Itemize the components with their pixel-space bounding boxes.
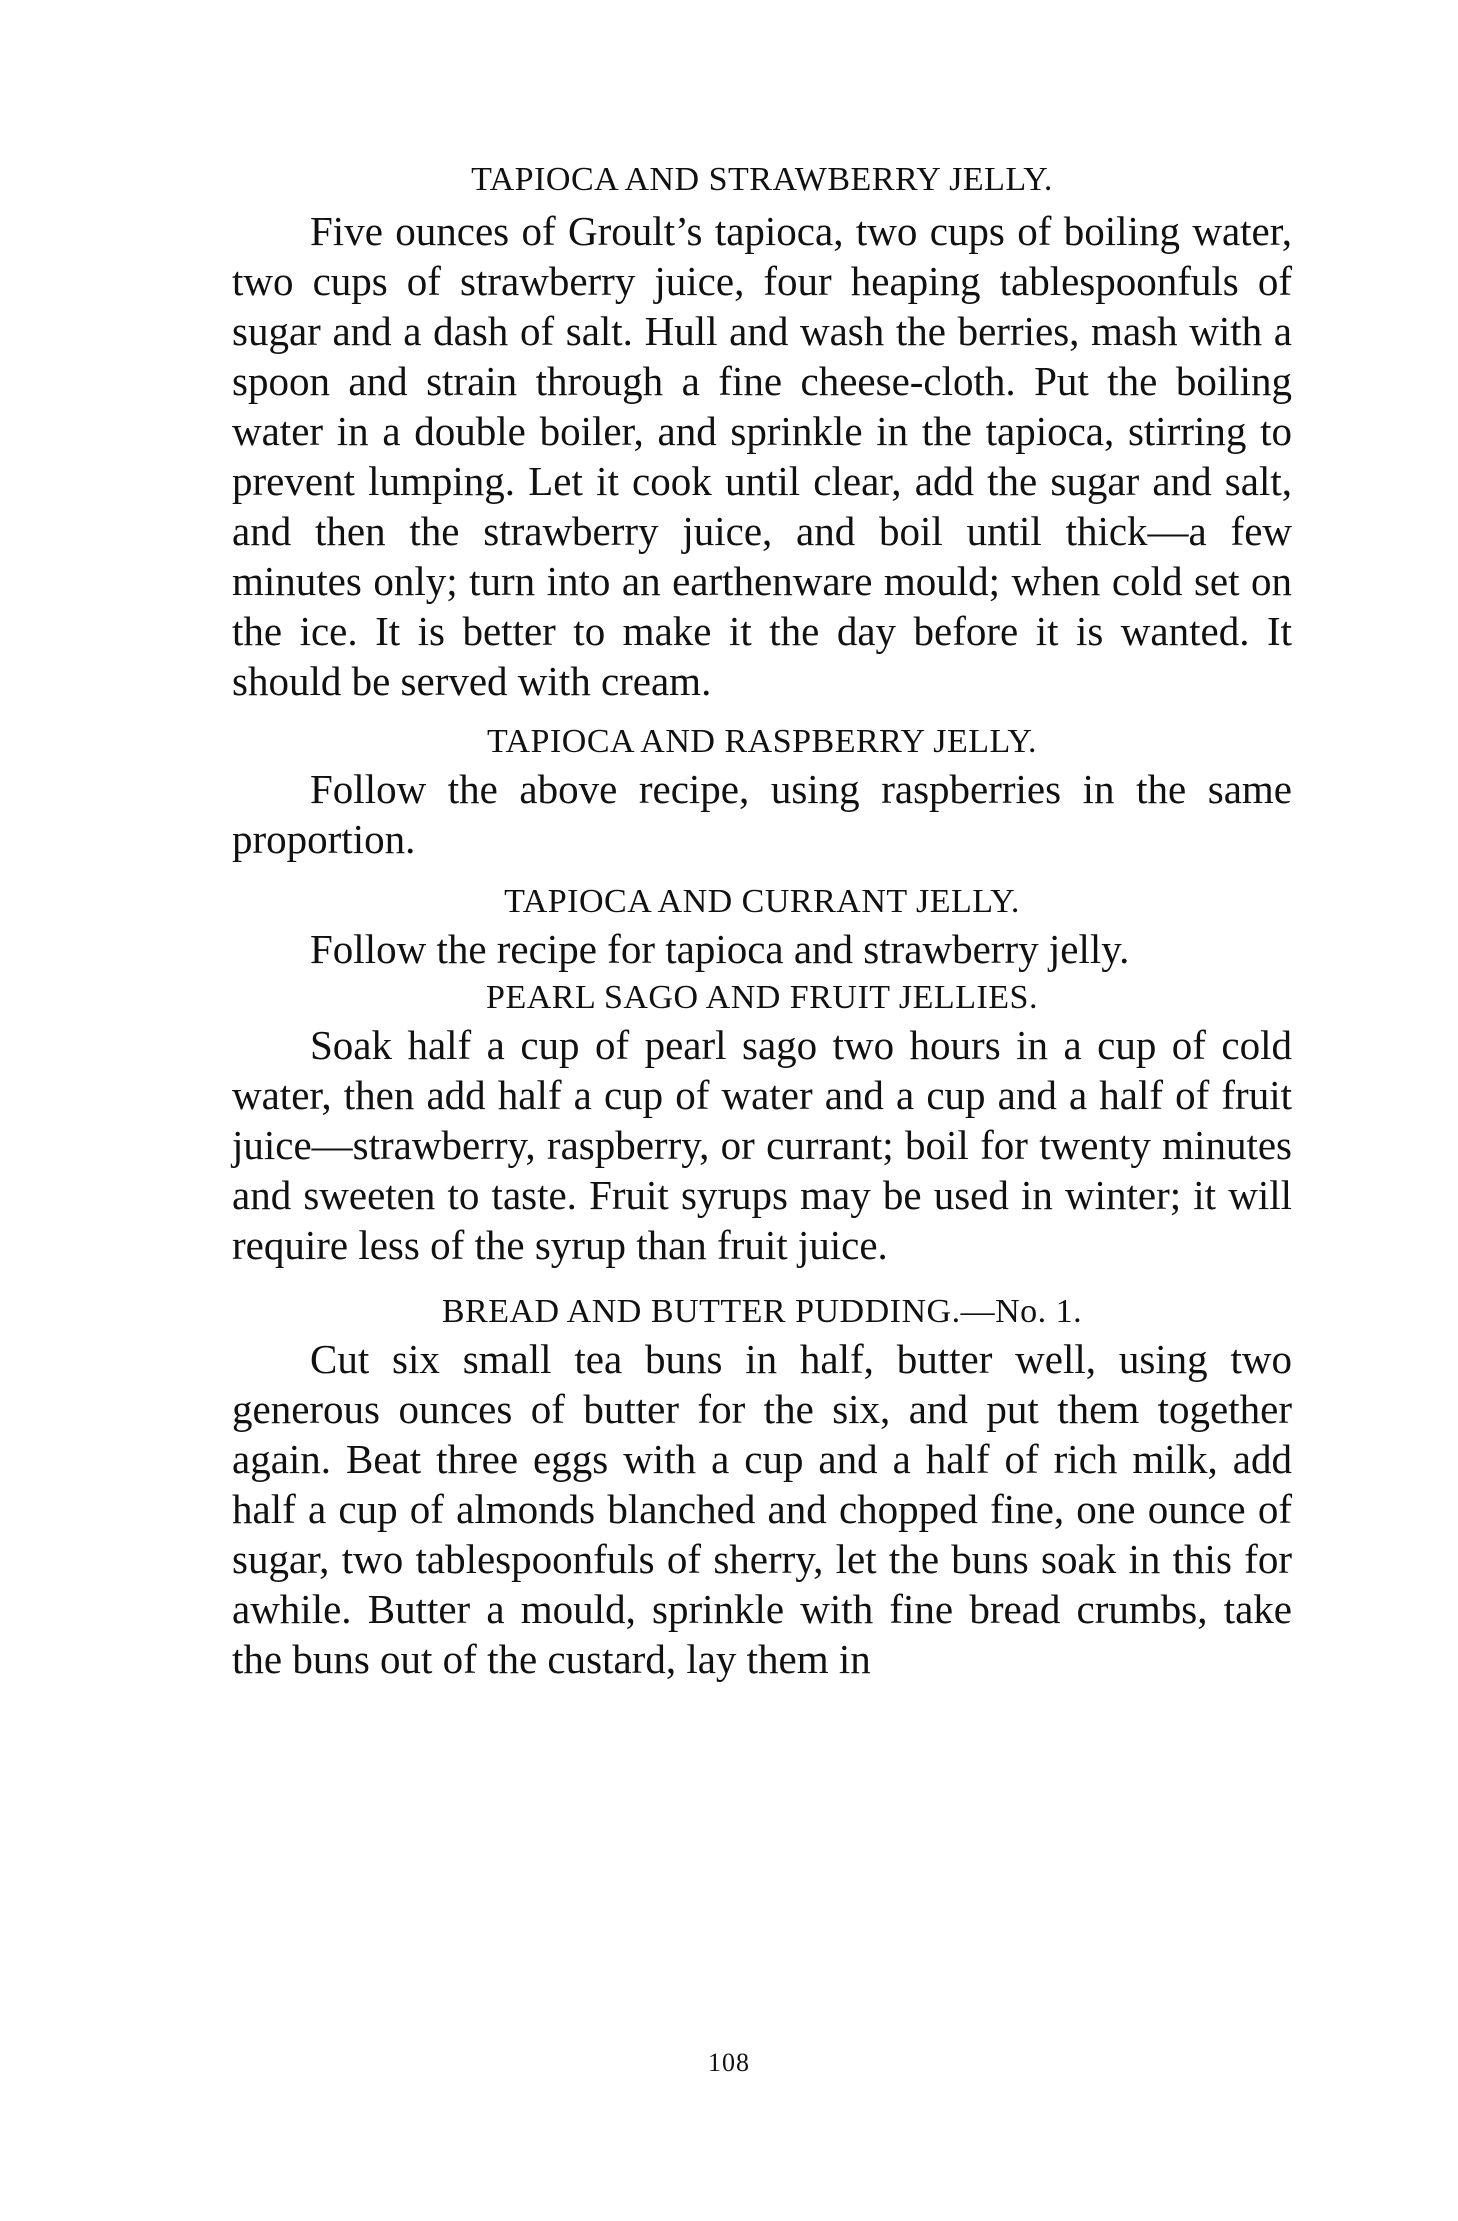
- page-number: 108: [708, 2048, 750, 2077]
- recipe-tapioca-currant-jelly: Follow the recipe for tapioca and strawberry jelly.: [310, 926, 1130, 972]
- recipe-tapioca-raspberry-jelly: Follow the above recipe, using raspberries in the same proportion.: [232, 766, 1292, 862]
- heading-tapioca-raspberry-jelly: TAPIOCA AND RASPBERRY JELLY.: [486, 723, 1038, 760]
- recipe-bread-butter-pudding: Cut six small tea buns in half, butter well, using two generous ounces of butter for the six, and put them together again. Beat three eggs with a cup and a half of rich milk, add half a cup of almonds blanched and chopped fine, one ounce of sugar, two tablespoonfuls of sherry, let the buns soak in this for awhile. Butter a mould, sprinkle with fine bread crumbs, take the buns out of the custard, lay them in: [232, 1336, 1292, 1682]
- recipe-tapioca-strawberry-jelly: Five ounces of Groult’s tapioca, two cups of boiling water, two cups of strawberry juice, four heaping tablespoonfuls of sugar and a dash of salt. Hull and wash the berries, mash with a spoon and strain through a fine cheese-cloth. Put the boiling water in a double boiler, and sprinkle in the tapioca, stirring to prevent lumping. Let it cook until clear, add the sugar and salt, and then the strawberry juice, and boil until thick—a few minutes only; turn into an earthenware mould; when cold set on the ice. It is better to make it the day before it is wanted. It should be served with cream.: [232, 208, 1292, 704]
- heading-pearl-sago-fruit-jellies: PEARL SAGO AND FRUIT JELLIES.: [486, 979, 1038, 1016]
- heading-tapioca-strawberry-jelly: TAPIOCA AND STRAWBERRY JELLY.: [471, 161, 1053, 198]
- page-content: [232, 158, 1292, 1684]
- heading-tapioca-currant-jelly: TAPIOCA AND CURRANT JELLY.: [504, 883, 1020, 920]
- recipe-pearl-sago-fruit-jellies: Soak half a cup of pearl sago two hours in a cup of cold water, then add half a cup of water and a cup and a half of fruit juice—strawberry, raspberry, or currant; boil for twenty minutes and sweeten to taste. Fruit syrups may be used in winter; it will require less of the syrup than fruit juice.: [232, 1022, 1292, 1268]
- heading-bread-butter-pudding: BREAD AND BUTTER PUDDING.—No. 1.: [441, 1293, 1083, 1330]
